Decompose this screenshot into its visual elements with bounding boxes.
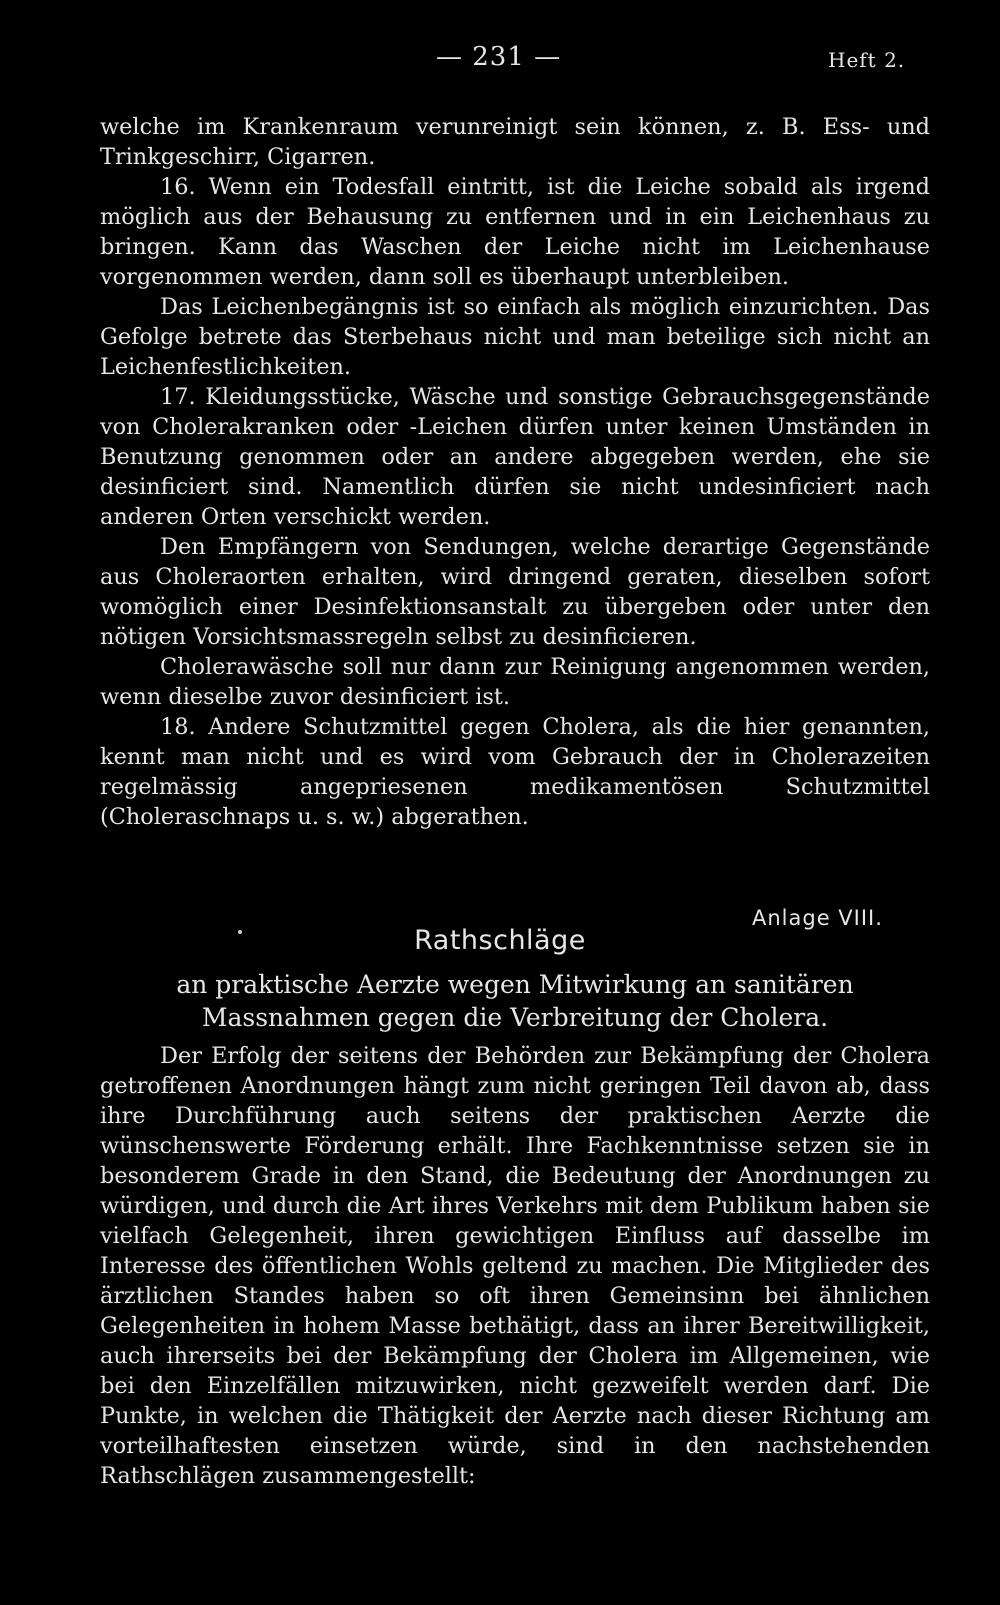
paragraph: Das Leichenbegängnis ist so einfach als möglich einzurichten. Das Gefolge betrete das Sterbehaus nicht und man beteilige sich nicht an Leichenfestlichkeiten. — [100, 294, 930, 380]
page-number: — 231 — — [436, 42, 562, 72]
paragraph: welche im Krankenraum verunreinigt sein können, z. B. Ess- und Trinkgeschirr, Cigarren. — [100, 114, 930, 170]
page-header — [0, 42, 1000, 82]
paragraph: 18. Andere Schutzmittel gegen Cholera, als die hier genannten, kennt man nicht und es wird vom Gebrauch der in Cholerazeiten regelmässig angepriesenen medikamentösen Schutzmittel (Choleraschnaps u. s. w.) abgerathen. — [100, 714, 930, 830]
section-title: Rathschläge — [414, 925, 586, 956]
annex-label: Anlage VIII. — [752, 906, 883, 930]
paragraph: Den Empfängern von Sendungen, welche derartige Gegenstände aus Choleraorten erhalten, wird dringend geraten, dieselben sofort womöglich einer Desinfektionsanstalt zu übergeben oder unter den nötigen Vorsichtsmassregeln selbst zu desinficieren. — [100, 534, 930, 650]
paragraph: 17. Kleidungsstücke, Wäsche und sonstige Gebrauchsgegenstände von Cholerakranken oder -Leichen dürfen unter keinen Umständen in Benutzung genommen oder an andere abgegeben werden, ehe sie desinficiert sind. Namentlich dürfen sie nicht undesinficiert nach anderen Orten verschickt werden. — [100, 384, 930, 530]
bottom-text-block — [100, 1041, 930, 1491]
paragraph: Der Erfolg der seitens der Behörden zur Bekämpfung der Cholera getroffenen Anordnungen hängt zum nicht geringen Teil davon ab, dass ihre Durchführung auch seitens der praktischen Aerzte die wünschenswerte Förderung erhält. Ihre Fachkenntnisse setzen sie in besonderem Grade in den Stand, die Bedeutung der Anordnungen zu würdigen, und durch die Art ihres Verkehrs mit dem Publikum haben sie vielfach Gelegenheit, ihren gewichtigen Einfluss auf dasselbe im Interesse des öffentlichen Wohls geltend zu machen. Die Mitglieder des ärztlichen Standes haben so oft ihren Gemeinsinn bei ähnlichen Gelegenheiten in hohem Masse bethätigt, dass an ihrer Bereitwilligkeit, auch ihrerseits bei der Bekämpfung der Cholera im Allgemeinen, wie bei den Einzelfällen mitzuwirken, nicht gezweifelt werden darf. Die Punkte, in welchen die Thätigkeit der Aerzte nach dieser Richtung am vorteilhaftesten einsetzen würde, sind in den nachstehenden Rathschlägen zusammengestellt: — [100, 1043, 930, 1489]
issue-label: Heft 2. — [828, 48, 906, 72]
section-subtitle: an praktische Aerzte wegen Mitwirkung an sanitären Massnahmen gegen die Verbreitung der Cholera. — [176, 970, 854, 1032]
paragraph: 16. Wenn ein Todesfall eintritt, ist die Leiche sobald als irgend möglich aus der Behausung zu entfernen und in ein Leichenhaus zu bringen. Kann das Waschen der Leiche nicht im Leichenhause vorgenommen werden, dann soll es überhaupt unterbleiben. — [100, 174, 930, 290]
paragraph: Cholerawäsche soll nur dann zur Reinigung angenommen werden, wenn dieselbe zuvor desinficiert ist. — [100, 654, 930, 710]
top-text-block — [100, 112, 930, 832]
